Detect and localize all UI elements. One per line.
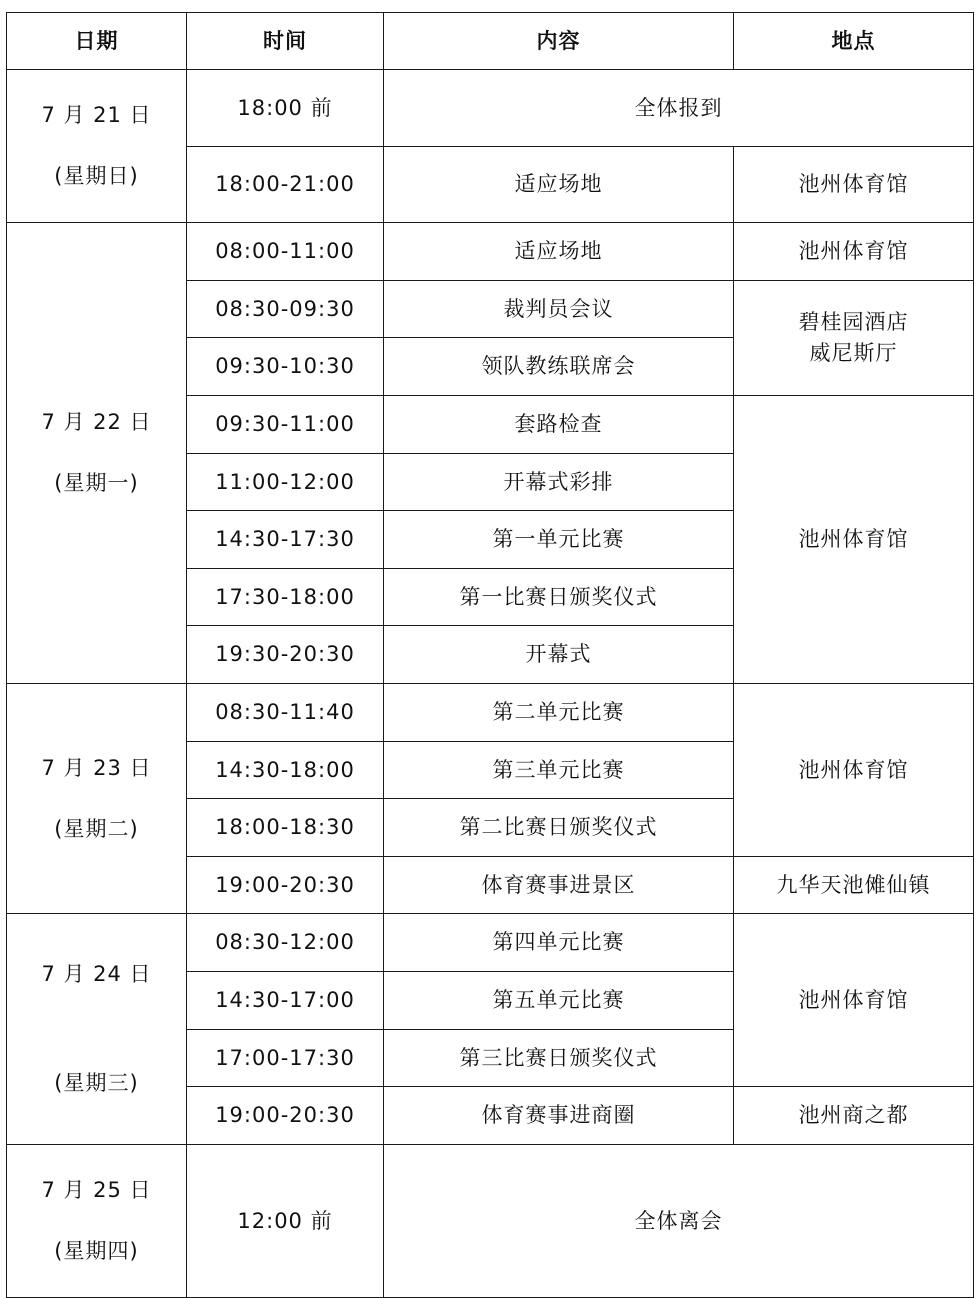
time-cell: 11:00-12:00	[187, 453, 384, 511]
time-cell: 09:30-10:30	[187, 338, 384, 396]
weekday-label: (星期一)	[54, 471, 139, 496]
content-cell: 第五单元比赛	[384, 971, 734, 1029]
header-venue: 地点	[734, 13, 974, 70]
date-cell	[7, 914, 187, 1144]
date-cell	[7, 70, 187, 223]
time-cell: 18:00-21:00	[187, 146, 384, 223]
header-content: 内容	[384, 13, 734, 70]
content-cell: 第四单元比赛	[384, 914, 734, 972]
date-label: 7 月 22 日	[41, 410, 152, 435]
venue-cell: 池州体育馆	[734, 914, 974, 1087]
weekday-label: (星期四)	[54, 1239, 139, 1263]
table-row	[7, 683, 974, 741]
time-cell: 19:00-20:30	[187, 1087, 384, 1145]
content-cell: 全体报到	[384, 70, 974, 147]
date-label: 7 月 21 日	[41, 103, 152, 128]
time-cell: 08:00-11:00	[187, 223, 384, 281]
time-cell: 09:30-11:00	[187, 395, 384, 453]
date-label: 7 月 24 日	[41, 962, 152, 987]
weekday-label: (星期日)	[54, 164, 139, 189]
venue-cell: 池州体育馆	[734, 146, 974, 223]
time-cell: 18:00-18:30	[187, 799, 384, 857]
content-cell: 第三单元比赛	[384, 741, 734, 799]
date-label: 7 月 25 日	[41, 1178, 152, 1203]
content-cell: 开幕式	[384, 626, 734, 684]
time-cell: 14:30-17:00	[187, 971, 384, 1029]
venue-cell: 池州商之都	[734, 1087, 974, 1145]
content-cell: 全体离会	[384, 1144, 974, 1297]
date-cell	[7, 223, 187, 684]
table-row	[7, 70, 974, 147]
time-cell: 19:30-20:30	[187, 626, 384, 684]
table-row	[7, 223, 974, 281]
venue-cell: 池州体育馆	[734, 683, 974, 856]
content-cell: 第二比赛日颁奖仪式	[384, 799, 734, 857]
venue-cell: 池州体育馆	[734, 395, 974, 683]
date-label: 7 月 23 日	[41, 755, 152, 780]
schedule-table	[6, 12, 974, 1298]
time-cell: 17:30-18:00	[187, 568, 384, 626]
time-cell: 08:30-09:30	[187, 280, 384, 338]
weekday-label: (星期三)	[54, 1071, 139, 1096]
content-cell: 开幕式彩排	[384, 453, 734, 511]
weekday-label: (星期二)	[54, 816, 139, 841]
content-cell: 适应场地	[384, 223, 734, 281]
content-cell: 套路检查	[384, 395, 734, 453]
table-row	[7, 914, 974, 972]
time-cell: 14:30-17:30	[187, 511, 384, 569]
content-cell: 体育赛事进商圈	[384, 1087, 734, 1145]
content-cell: 第三比赛日颁奖仪式	[384, 1029, 734, 1087]
date-cell	[7, 1144, 187, 1297]
time-cell: 18:00 前	[187, 70, 384, 147]
time-cell: 08:30-11:40	[187, 683, 384, 741]
header-row	[7, 13, 974, 70]
content-cell: 裁判员会议	[384, 280, 734, 338]
time-cell: 08:30-12:00	[187, 914, 384, 972]
venue-cell: 九华天池傩仙镇	[734, 856, 974, 914]
date-cell	[7, 683, 187, 913]
content-cell: 第二单元比赛	[384, 683, 734, 741]
content-cell: 第一比赛日颁奖仪式	[384, 568, 734, 626]
time-cell: 19:00-20:30	[187, 856, 384, 914]
venue-cell: 池州体育馆	[734, 223, 974, 281]
content-cell: 适应场地	[384, 146, 734, 223]
time-cell: 17:00-17:30	[187, 1029, 384, 1087]
venue-cell: 碧桂园酒店 威尼斯厅	[734, 280, 974, 395]
table-row	[7, 1144, 974, 1297]
content-cell: 第一单元比赛	[384, 511, 734, 569]
content-cell: 领队教练联席会	[384, 338, 734, 396]
content-cell: 体育赛事进景区	[384, 856, 734, 914]
time-cell: 14:30-18:00	[187, 741, 384, 799]
header-time: 时间	[187, 13, 384, 70]
header-date: 日期	[7, 13, 187, 70]
schedule-page	[6, 12, 974, 1298]
time-cell: 12:00 前	[187, 1144, 384, 1297]
